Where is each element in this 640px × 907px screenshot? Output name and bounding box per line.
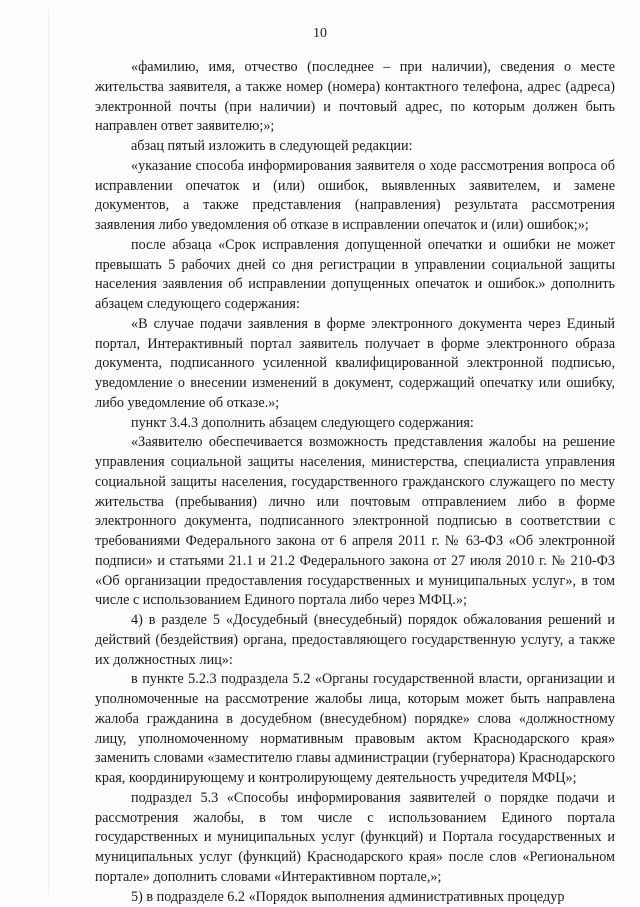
scan-edge-mark bbox=[48, 10, 49, 895]
paragraph: «фамилию, имя, отчество (последнее – при наличии), сведения о месте жительства заявителя, а также номер (номера) контактного телефона, адрес (адреса) электронной почты (при наличии) и почтовый адрес, по которым должен быть направлен ответ заявителю;»; bbox=[95, 58, 615, 137]
paragraph: подраздел 5.3 «Способы информирования заявителей о порядке подачи и рассмотрения жалобы, в том числе с использованием Единого портала государственных и муниципальных услуг (функций) и Портала государственных и муниципальных услуг (функций) Краснодарского края» после слов «Региональном портале» дополнить словами «Интерактивном портале,»; bbox=[95, 789, 615, 888]
paragraph: абзац пятый изложить в следующей редакции: bbox=[95, 137, 615, 157]
paragraph: в пункте 5.2.3 подраздела 5.2 «Органы государственной власти, организации и уполномоченные на рассмотрение жалобы лица, которым может быть направлена жалоба гражданина в досудебном (внесудебном) порядке» слова «должностному лицу, уполномоченному нормативным правовым актом Краснодарского края» заменить словами «заместителю главы администрации (губернатора) Краснодарского края, координирующему и контролирующему деятельность учредителя МФЦ»; bbox=[95, 670, 615, 789]
paragraph: пункт 3.4.3 дополнить абзацем следующего содержания: bbox=[95, 414, 615, 434]
paragraph: 4) в разделе 5 «Досудебный (внесудебный) порядок обжалования решений и действий (бездействия) органа, предоставляющего государственную услугу, а также их должностных лиц»: bbox=[95, 611, 615, 670]
paragraph: «В случае подачи заявления в форме электронного документа через Единый портал, Интерактивный портал заявитель получает в форме электронного образа документа, подписанного усиленной квалифицированной электронной подписью, уведомление о внесении изменений в документ, содержащий опечатку или ошибку, либо уведомление об отказе.»; bbox=[95, 315, 615, 414]
document-body bbox=[95, 58, 615, 907]
paragraph: «Заявителю обеспечивается возможность представления жалобы на решение управления социальной защиты населения, министерства, специалиста управления социальной защиты населения, государственного гражданского служащего по месту жительства (пребывания) лично или почтовым отправлением либо в форме электронного документа, подписанного электронной подписью в соответствии с требованиями Федерального закона от 6 апреля 2011 г. № 63-ФЗ «Об электронной подписи» и статьями 21.1 и 21.2 Федерального закона от 27 июля 2010 г. № 210-ФЗ «Об организации предоставления государственных и муниципальных услуг», в том числе с использованием Единого портала либо через МФЦ.»; bbox=[95, 433, 615, 611]
paragraph: после абзаца «Срок исправления допущенной опечатки и ошибки не может превышать 5 рабочих дней со дня регистрации в управлении социальной защиты населения заявления об исправлении допущенных опечаток и ошибок.» дополнить абзацем следующего содержания: bbox=[95, 236, 615, 315]
paragraph: 5) в подразделе 6.2 «Порядок выполнения административных процедур bbox=[95, 888, 615, 907]
paragraph: «указание способа информирования заявителя о ходе рассмотрения вопроса об исправлении опечаток и (или) ошибок, выявленных заявителем, и замене документов, а также представления (направления) результата рассмотрения заявления либо уведомления об отказе в исправлении опечаток и (или) ошибок;»; bbox=[95, 157, 615, 236]
page-number: 10 bbox=[0, 26, 640, 42]
